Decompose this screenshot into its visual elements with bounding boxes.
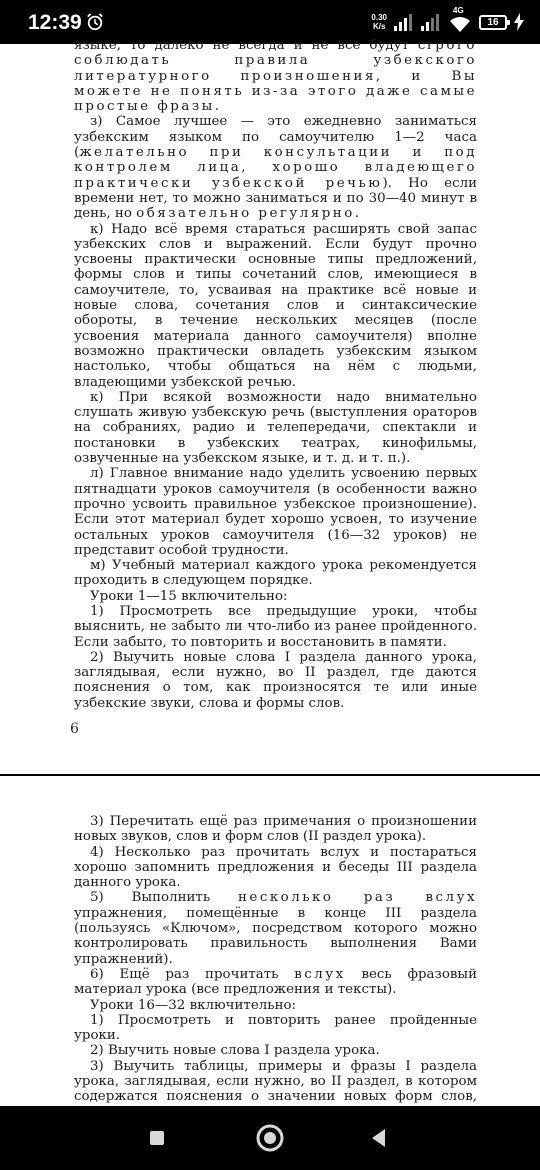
back-button[interactable] <box>363 1122 395 1154</box>
paragraph: 2) Выучить новые слова I раздела данного урока, заглядывая, если нужно, во II раздел, где даются пояснения о том, как произносятся те или иные узбекские звуки, слова и формы слов. <box>74 649 477 711</box>
status-icons <box>371 6 524 35</box>
paragraph: 1) Просмотреть все предыдущие уроки, чтобы выяснить, не забыто ли что-либо из ранее пройденного. Если забыто, то повторить и восстановить в памяти. <box>74 603 477 650</box>
paragraph: з) Самое лучшее — это ежедневно заниматься узбекским языком по самоучителю 1—2 часа (желательно при консультации и под контролем лица, хорошо владеющего практически узбекской речью). Но если времени нет, то можно заниматься и по 30—40 минут в день, но обязательно регулярно. <box>74 114 477 222</box>
home-button[interactable] <box>254 1122 286 1154</box>
page-number: 6 <box>70 721 79 737</box>
paragraph: м) Учебный материал каждого урока рекомендуется проходить в следующем порядке. <box>74 558 477 589</box>
alarm-icon <box>86 13 104 31</box>
book-page-2[interactable] <box>0 776 540 1106</box>
battery-level: 16 <box>487 16 499 28</box>
paragraph: л) Главное внимание надо уделить усвоению первых пятнадцати уроков самоучителя (в особенности важно прочно усвоить правильное узбекское произношение). Если этот материал будет хорошо усвоен, то изучение остальных уроков самоучителя (16—32 уроков) не представит особой трудности. <box>74 466 477 558</box>
paragraph: Уроки 1—15 включительно: <box>90 588 288 604</box>
paragraph: к) Надо всё время стараться расширять свой запас узбекских слов и выражений. Если будут прочно усвоены практически основные типы предложений, формы слов и типы сочетаний слов, имеющиеся в самоучителе, то, усваивая на практике всё новые и новые слова, сочетания слов и синтаксические обороты, в течение нескольких месяцев (после усвоения материала данного самоучителя) вполне возможно практически овладеть узбекским языком настолько, чтобы общаться на нём с людьми, владеющими узбекской речью. <box>74 221 477 390</box>
page-1-text <box>74 38 477 711</box>
charging-icon <box>514 13 524 31</box>
paragraph: 2) Выучить новые слова I раздела урока. <box>90 1043 380 1059</box>
paragraph: к) При всякой возможности надо внимательно слушать живую узбекскую речь (выступления ораторов на собраниях, радио и телепередачи, спектакли и постановки в узбекских театрах, кинофильмы, озвученные на узбекском языке, и т. д. и т. п.). <box>74 389 477 467</box>
battery-icon <box>479 15 507 30</box>
signal-icon-secondary <box>421 13 441 31</box>
paragraph: 6) Ещё раз прочитать вслух весь фразовый материал урока (все предложения и тексты). <box>74 966 477 998</box>
paragraph: 3) Выучить таблицы, примеры и фразы I раздела урока, заглядывая, если нужно, во II раздел, в котором содержатся пояснения о значении новых форм слов, <box>74 1058 477 1105</box>
network-type: 4G <box>453 6 464 15</box>
paragraph: 3) Перечитать ещё раз примечания о произношении новых звуков, слов и форм слов (II раздел урока). <box>74 814 477 845</box>
recents-button[interactable] <box>141 1122 173 1154</box>
book-page-1[interactable] <box>0 38 540 774</box>
wifi-group <box>448 6 472 32</box>
signal-icon <box>394 13 414 31</box>
navigation-bar <box>0 1106 540 1170</box>
paragraph: 1) Просмотреть и повторить ранее пройденные уроки. <box>74 1012 477 1044</box>
paragraph: 5) Выполнить несколько раз вслух упражнения, помещённые в конце III раздела (пользуясь «Ключом», посредством которого можно контролировать правильность выполнения Вами упражнений). <box>74 890 477 967</box>
page-2-text <box>74 814 477 1151</box>
wifi-icon <box>448 15 472 33</box>
paragraph: 4) Несколько раз прочитать вслух и постараться хорошо запомнить предложения и беседы III раздела данного урока. <box>74 844 477 891</box>
paragraph: Уроки 16—32 включительно: <box>90 997 297 1013</box>
status-time: 12:39 <box>28 11 82 34</box>
network-speed: 0.30 K/s <box>371 13 387 31</box>
paragraph: языке, то далеко не всегда и не все будут строго соблюдать правила узбекского литературного произношения, и Вы можете не понять из-за этого даже самые простые фразы. <box>74 38 477 115</box>
